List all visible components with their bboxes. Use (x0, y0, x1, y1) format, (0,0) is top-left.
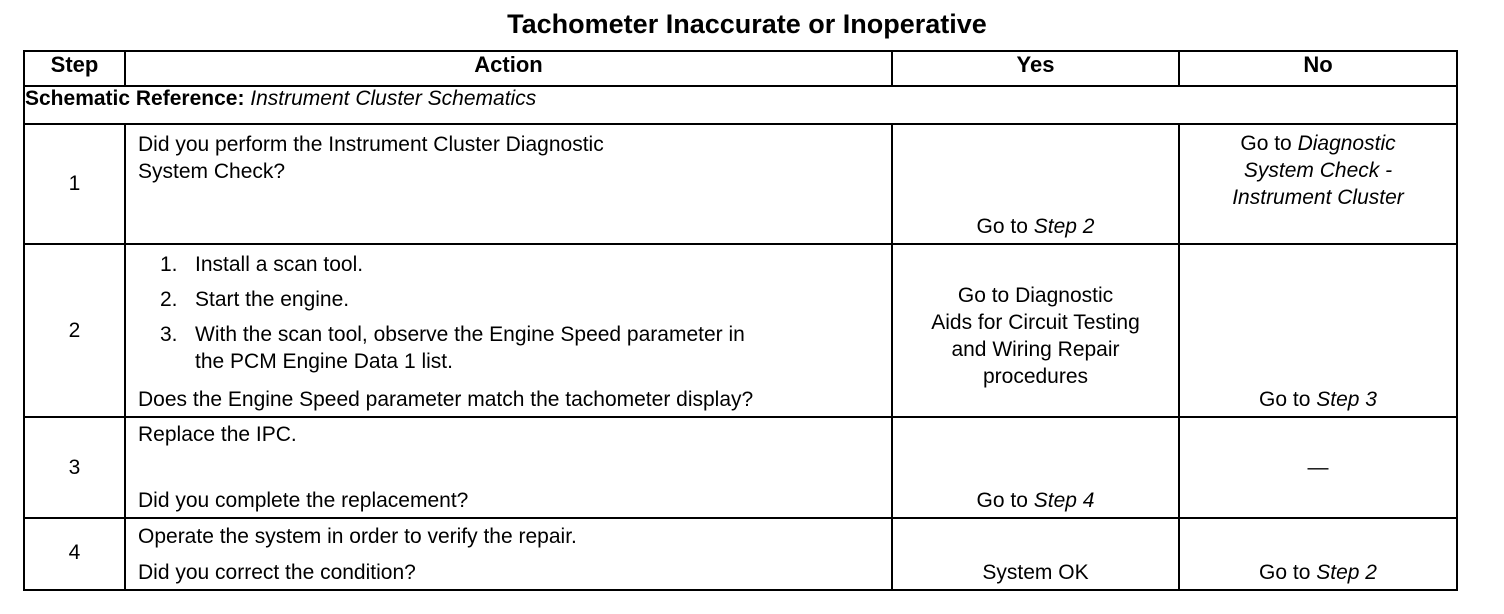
procedure-link[interactable]: Instrument Cluster (1232, 186, 1404, 209)
step-number: 3 (24, 417, 125, 518)
action-cell (125, 124, 892, 244)
no-text: Go to (1240, 132, 1298, 155)
table-header-row (24, 51, 1457, 86)
header-step: Step (24, 51, 125, 86)
action-cell (125, 518, 892, 590)
table-row (24, 417, 1457, 518)
yes-cell (892, 417, 1179, 518)
step-link[interactable]: Step 2 (1316, 561, 1377, 584)
action-text: System Check? (138, 160, 286, 183)
substep-list (138, 251, 881, 375)
table-row (24, 244, 1457, 417)
no-text: Go to (1259, 561, 1317, 584)
action-text: Operate the system in order to verify the repair. (138, 525, 577, 548)
no-cell (1179, 124, 1457, 244)
question-text: Does the Engine Speed parameter match the tachometer display? (138, 388, 754, 411)
reference-link[interactable]: Instrument Cluster Schematics (250, 87, 537, 110)
yes-text: and Wiring Repair (951, 338, 1120, 361)
yes-text: System OK (982, 561, 1089, 584)
reference-label: Schematic Reference: (25, 87, 245, 110)
step-number: 4 (24, 518, 125, 590)
no-text: Go to (1259, 388, 1317, 411)
no-cell: — (1179, 417, 1457, 518)
yes-text: Go to (976, 489, 1034, 512)
yes-text: procedures (982, 365, 1089, 388)
header-action: Action (125, 51, 892, 86)
yes-text: Go to Diagnostic (957, 284, 1114, 307)
no-cell (1179, 244, 1457, 417)
procedure-link[interactable]: Diagnostic (1297, 132, 1396, 155)
procedure-link[interactable]: System Check - (1243, 159, 1393, 182)
list-item: 1. Install a scan tool. (160, 253, 364, 276)
step-link[interactable]: Step 4 (1033, 489, 1095, 512)
yes-cell (892, 518, 1179, 590)
header-no: No (1179, 51, 1457, 86)
step-number: 2 (24, 244, 125, 417)
step-link[interactable]: Step 3 (1316, 388, 1377, 411)
list-item: 2. Start the engine. (160, 288, 350, 311)
step-link[interactable]: Step 2 (1033, 215, 1095, 238)
table-row (24, 124, 1457, 244)
schematic-reference (24, 86, 1457, 124)
action-text: Did you perform the Instrument Cluster Diagnostic (138, 133, 604, 156)
diagnostic-table (23, 50, 1458, 591)
no-cell (1179, 518, 1457, 590)
yes-text: Aids for Circuit Testing (931, 311, 1140, 334)
page-title: Tachometer Inaccurate or Inoperative (507, 9, 987, 39)
action-cell (125, 417, 892, 518)
yes-cell (892, 244, 1179, 417)
action-text: Replace the IPC. (138, 423, 297, 446)
step-number: 1 (24, 124, 125, 244)
yes-cell (892, 124, 1179, 244)
yes-text: Go to (976, 215, 1034, 238)
header-yes: Yes (892, 51, 1179, 86)
list-item: 3. With the scan tool, observe the Engine Speed parameter in the PCM Engine Data 1 list. (160, 323, 745, 373)
question-text: Did you complete the replacement? (138, 489, 469, 512)
schematic-reference-row (24, 86, 1457, 124)
question-text: Did you correct the condition? (138, 561, 416, 584)
table-row (24, 518, 1457, 590)
action-cell (125, 244, 892, 417)
